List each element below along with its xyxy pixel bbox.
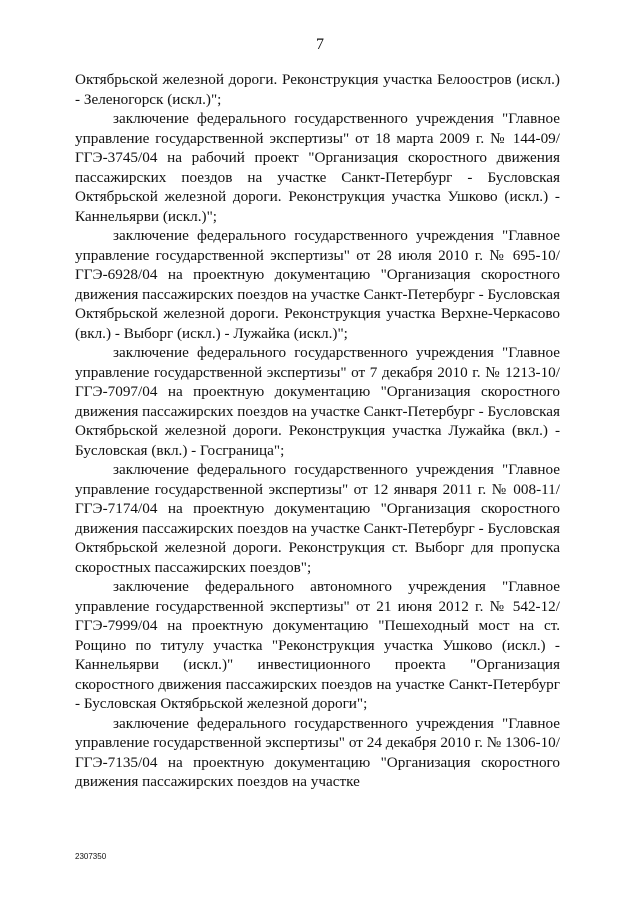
document-id: 2307350 xyxy=(75,852,107,861)
paragraph-conclusion-6: заключение федерального государственного учреждения "Главное управление государственной экспертизы" от 24 декабря 2010 г. № 1306-10/ГГЭ-7135/04 на проектную документацию "Организация скоростного движения пассажирских поездов на участке xyxy=(75,714,560,790)
paragraph-continuation: Октябрьской железной дороги. Реконструкция участка Белоостров (искл.) - Зеленогорск (искл.)"; xyxy=(75,71,560,108)
paragraph-conclusion-3: заключение федерального государственного учреждения "Главное управление государственной экспертизы" от 7 декабря 2010 г. № 1213-10/ГГЭ-7097/04 на проектную документацию "Организация скоростного движения пассажирских поездов на участке Санкт-Петербург - Бусловская Октябрьской железной дороги. Реконструкция участка Лужайка (вкл.) - Бусловская (вкл.) - Госграница"; xyxy=(75,344,560,459)
document-body xyxy=(75,70,560,792)
page-number: 7 xyxy=(316,36,324,53)
paragraph-conclusion-2: заключение федерального государственного учреждения "Главное управление государственной экспертизы" от 28 июля 2010 г. № 695-10/ГГЭ-6928/04 на проектную документацию "Организация скоростного движения пассажирских поездов на участке Санкт-Петербург - Бусловская Октябрьской железной дороги. Реконструкция участка Верхне-Черкасово (вкл.) - Выборг (искл.) - Лужайка (искл.)"; xyxy=(75,227,560,342)
paragraph-conclusion-5: заключение федерального автономного учреждения "Главное управление государственной экспертизы" от 21 июня 2012 г. № 542-12/ГГЭ-7999/04 на проектную документацию "Пешеходный мост на ст. Рощино по титулу участка "Реконструкция участка Ушково (искл.) - Каннельярви (искл.)" инвестиционного проекта "Организация скоростного движения пассажирских поездов на участке Санкт-Петербург - Бусловская Октябрьской железной дороги"; xyxy=(75,578,560,712)
paragraph-conclusion-1: заключение федерального государственного учреждения "Главное управление государственной экспертизы" от 18 марта 2009 г. № 144-09/ГГЭ-3745/04 на рабочий проект "Организация скоростного движения пассажирских поездов на участке Санкт-Петербург - Бусловская Октябрьской железной дороги. Реконструкция участка Ушково (искл.) - Каннельярви (искл.)"; xyxy=(75,110,560,225)
paragraph-conclusion-4: заключение федерального государственного учреждения "Главное управление государственной экспертизы" от 12 января 2011 г. № 008-11/ГГЭ-7174/04 на проектную документацию "Организация скоростного движения пассажирских поездов на участке Санкт-Петербург - Бусловская Октябрьской железной дороги. Реконструкция ст. Выборг для пропуска скоростных пассажирских поездов"; xyxy=(75,461,560,576)
